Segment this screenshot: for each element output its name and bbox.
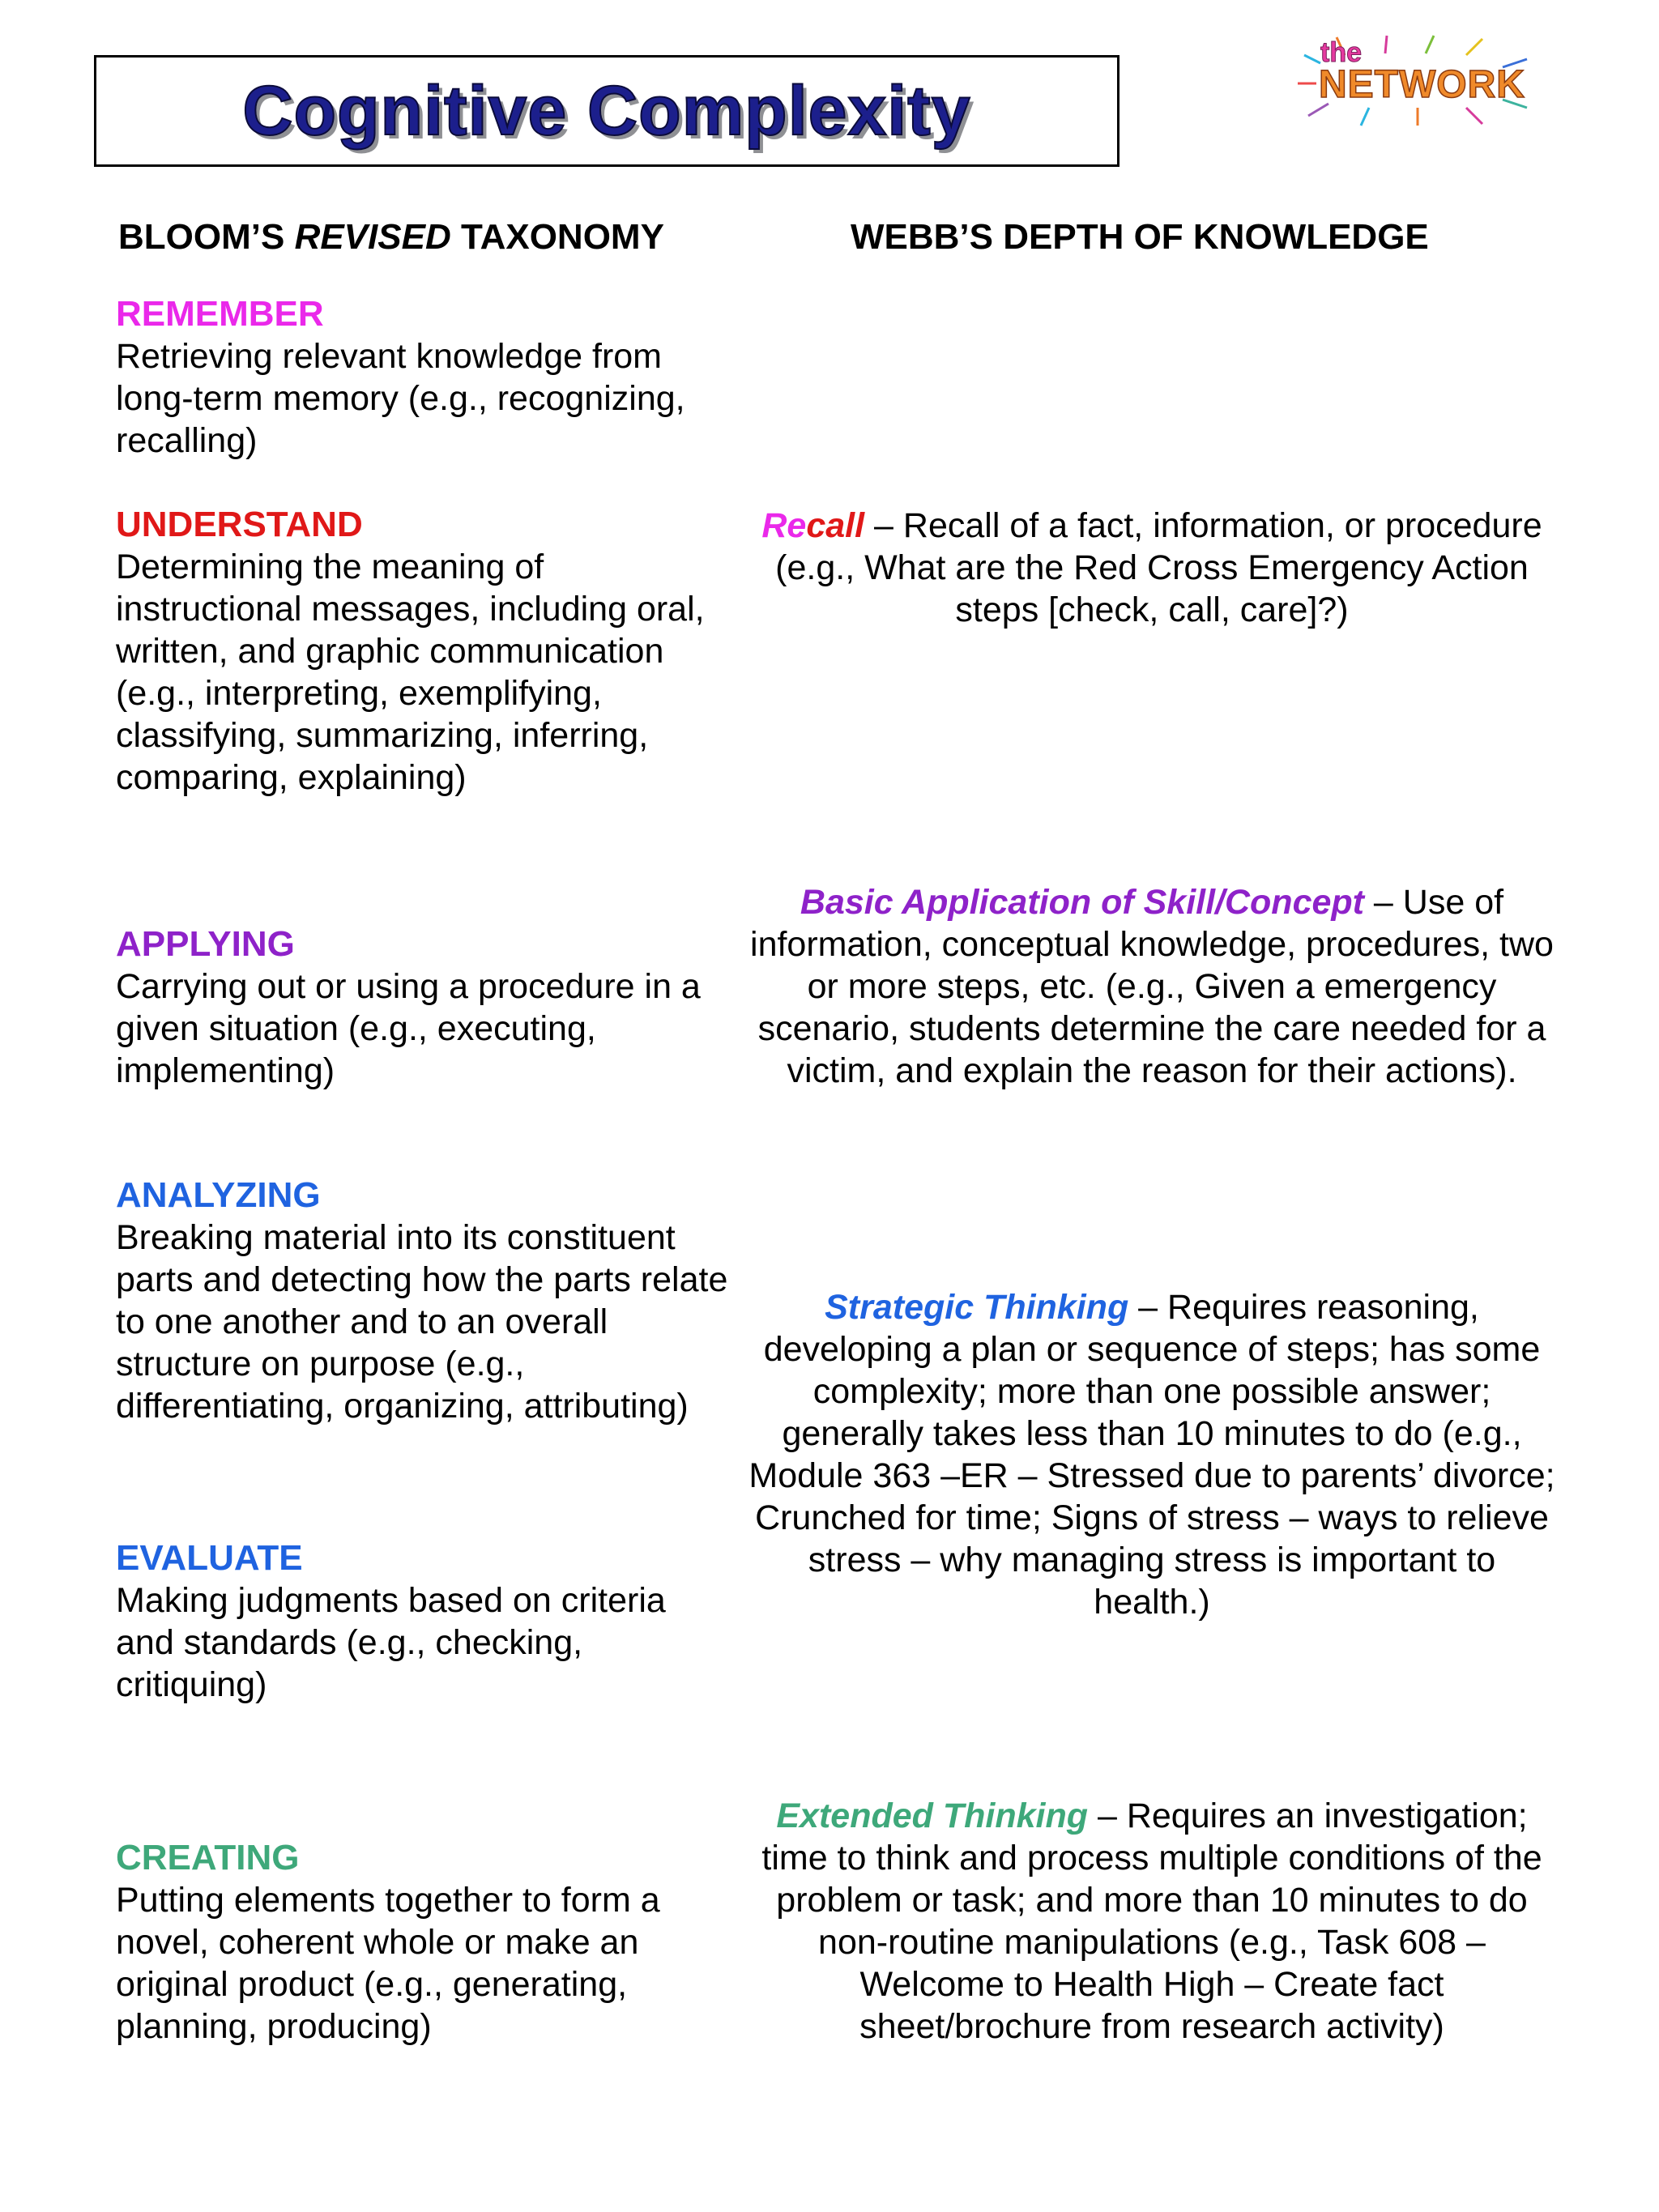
bloom-desc: Breaking material into its constituent parts and detecting how the parts relate to one another and to an overall structure on purpose (e.g., differentiating, organizing, attributing) (116, 1218, 728, 1426)
bloom-desc: Putting elements together to form a novel, coherent whole or make an original product (e.g., generating, planning, producing) (116, 1881, 660, 2046)
bloom-desc: Carrying out or using a procedure in a given situation (e.g., executing, implementing) (116, 967, 701, 1090)
webb-desc: – Use of information, conceptual knowledge, procedures, two or more steps, etc. (e.g., Given a emergency scenario, students determine the care needed for a victim, and explain the reason for their actions). (750, 883, 1554, 1090)
bloom-header: BLOOM’S REVISED TAXONOMY (118, 217, 664, 257)
webb-header: WEBB’S DEPTH OF KNOWLEDGE (851, 217, 1429, 257)
bloom-evaluate (116, 1537, 731, 1706)
bloom-term: APPLYING (116, 924, 295, 964)
bloom-term: ANALYZING (116, 1175, 321, 1215)
webb-desc: – Recall of a fact, information, or procedure (e.g., What are the Red Cross Emergency Action steps [check, call, care]?) (775, 506, 1542, 629)
webb-term: Basic Application of Skill/Concept (800, 883, 1364, 922)
bloom-term: CREATING (116, 1838, 300, 1877)
bloom-creating (116, 1837, 731, 2048)
bloom-remember (116, 293, 731, 462)
title-box (94, 55, 1120, 167)
bloom-applying (116, 923, 731, 1092)
bloom-desc: Retrieving relevant knowledge from long-term memory (e.g., recognizing, recalling) (116, 337, 685, 460)
network-logo (1296, 31, 1539, 128)
webb-desc: – Requires an investigation; time to think and process multiple conditions of the problem or task; and more than 10 minutes to do non-routine manipulations (e.g., Task 608 – Welcome to Health High – Create fact sheet/brochure from research activity) (761, 1796, 1542, 2046)
bloom-desc: Making judgments based on criteria and standards (e.g., checking, critiquing) (116, 1581, 666, 1704)
bloom-understand (116, 504, 731, 799)
bloom-analyzing (116, 1174, 731, 1427)
webb-recall (747, 505, 1557, 631)
webb-term: Extended Thinking (776, 1796, 1089, 1835)
page-title: Cognitive Complexity (242, 71, 971, 150)
webb-basic-application (747, 881, 1557, 1092)
webb-term: Recall (761, 506, 865, 545)
logo-the: the (1320, 37, 1362, 68)
bloom-desc: Determining the meaning of instructional messages, including oral, written, and graphic communication (e.g., interpreting, exemplifying, classifying, summarizing, inferring, comparing, explaining) (116, 548, 705, 797)
bloom-term: UNDERSTAND (116, 505, 363, 544)
webb-desc: – Requires reasoning, developing a plan or sequence of steps; has some complexity; more than one possible answer; generally takes less than 10 minutes to do (e.g., Module 363 –ER – Stressed due to parents’ divorce; Crunched for time; Signs of stress – ways to relieve stress – why managing stress is important to health.) (748, 1288, 1555, 1622)
logo-network: NETWORK (1319, 63, 1525, 106)
webb-term: Strategic Thinking (825, 1288, 1129, 1327)
bloom-term: REMEMBER (116, 294, 324, 334)
webb-extended-thinking (747, 1795, 1557, 2048)
bloom-term: EVALUATE (116, 1538, 303, 1578)
webb-strategic-thinking (747, 1286, 1557, 1623)
